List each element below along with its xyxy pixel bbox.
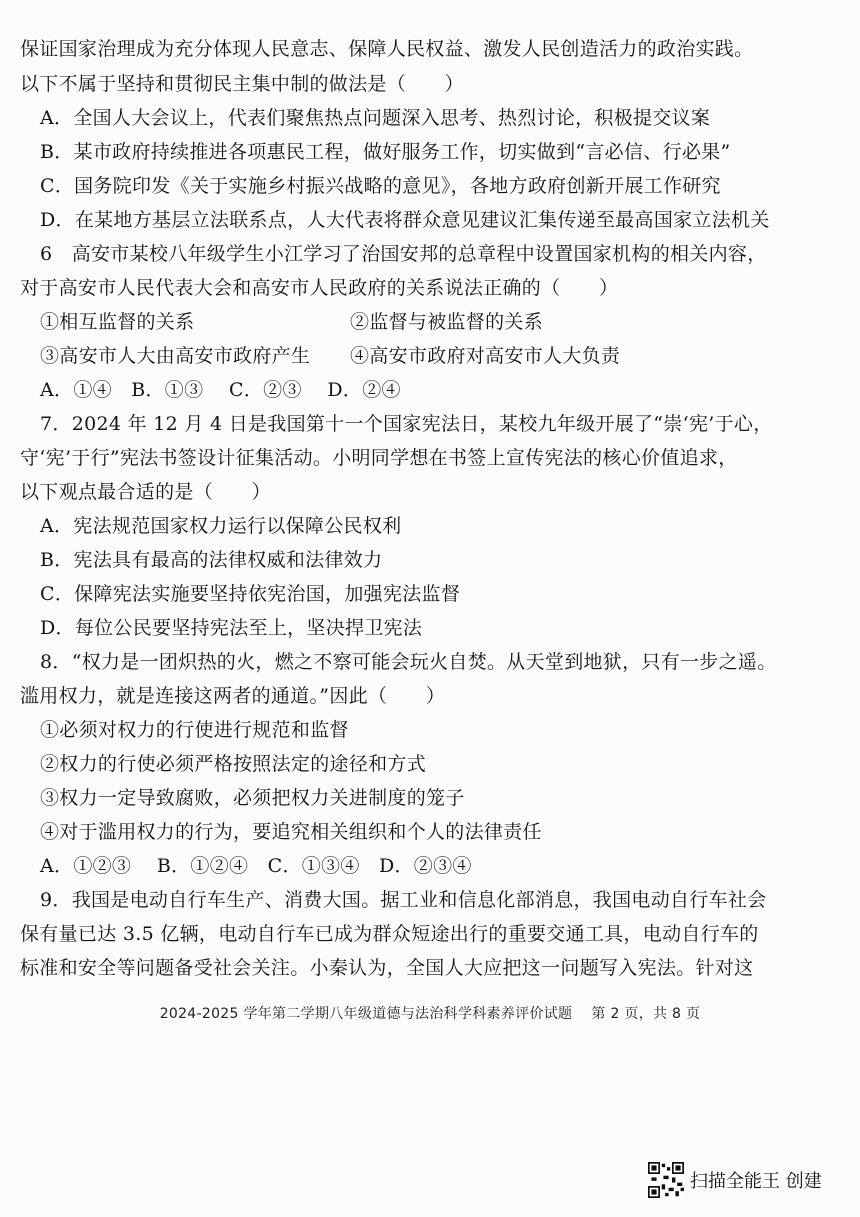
question-8-title: 8．“权力是一团炽热的火，燃之不察可能会玩火自焚。从天堂到地狱，只有一步之遥。 (40, 651, 777, 673)
question-9-title: 9．我国是电动自行车生产、消费大国。据工业和信息化部消息，我国电动自行车社会 (40, 889, 767, 911)
option-b: B．某市政府持续推进各项惠民工程，做好服务工作，切实做到“言必信、行必果” (40, 141, 731, 163)
question-9-text: 标准和安全等问题备受社会关注。小秦认为，全国人大应把这一问题写入宪法。针对这 (20, 957, 754, 979)
statement-3: ③高安市人大由高安市政府产生 (40, 345, 311, 367)
question-7-text: 守‘宪’于行”宪法书签设计征集活动。小明同学想在书签上宣传宪法的核心价值追求， (20, 447, 738, 469)
statement-4: ④高安市政府对高安市人大负责 (350, 345, 621, 367)
statement-4: ④对于滥用权力的行为，要追究相关组织和个人的法律责任 (40, 821, 542, 843)
option-b: B．宪法具有最高的法律权威和法律效力 (40, 549, 383, 571)
question-7-stem: 以下观点最合适的是（ ） (20, 481, 271, 503)
question-9-text: 保有量已达 3.5 亿辆，电动自行车已成为群众短途出行的重要交通工具，电动自行车的 (20, 923, 759, 945)
question-8-stem: 滥用权力，就是连接这两者的通道。”因此（ ） (20, 685, 446, 707)
question-7-title: 7．2024 年 12 月 4 日是我国第十一个国家宪法日，某校九年级开展了“崇‘宪’于心， (40, 413, 773, 435)
option-d: D．每位公民要坚持宪法至上，坚决捍卫宪法 (40, 617, 423, 639)
question-8-options: A．①②③ B．①②④ C．①③④ D．②③④ (40, 855, 472, 877)
question-6-options: A．①④ B．①③ C．②③ D．②④ (40, 379, 401, 401)
statement-3: ③权力一定导致腐败，必须把权力关进制度的笼子 (40, 787, 465, 809)
option-c: C．国务院印发《关于实施乡村振兴战略的意见》，各地方政府创新开展工作研究 (40, 175, 721, 197)
statement-1: ①相互监督的关系 (40, 311, 195, 333)
statement-2: ②监督与被监督的关系 (350, 311, 544, 333)
option-c: C．保障宪法实施要坚持依宪治国，加强宪法监督 (40, 583, 461, 605)
page-footer: 2024-2025 学年第二学期八年级道德与法治科学科素养评价试题 第 2 页，共 8 页 (159, 1006, 701, 1022)
option-a: A．宪法规范国家权力运行以保障公民权利 (40, 515, 402, 537)
statement-2: ②权力的行使必须严格按照法定的途径和方式 (40, 753, 427, 775)
scanner-watermark (648, 1162, 822, 1198)
option-d: D．在某地方基层立法联系点，人大代表将群众意见建议汇集传递至最高国家立法机关 (40, 209, 770, 231)
text-line: 保证国家治理成为充分体现人民意志、保障人民权益、激发人民创造活力的政治实践。 (20, 38, 754, 60)
scanner-watermark-text: 扫描全能王 创建 (690, 1171, 822, 1192)
question-6-stem: 对于高安市人民代表大会和高安市人民政府的关系说法正确的（ ） (20, 277, 619, 299)
statement-1: ①必须对权力的行使进行规范和监督 (40, 719, 349, 741)
question-6-title: 6 高安市某校八年级学生小江学习了治国安邦的总章程中设置国家机构的相关内容， (40, 243, 767, 265)
option-a: A．全国人大会议上，代表们聚焦热点问题深入思考、热烈讨论，积极提交议案 (40, 107, 711, 129)
qr-code-icon (648, 1162, 684, 1198)
question-stem: 以下不属于坚持和贯彻民主集中制的做法是（ ） (20, 73, 464, 95)
